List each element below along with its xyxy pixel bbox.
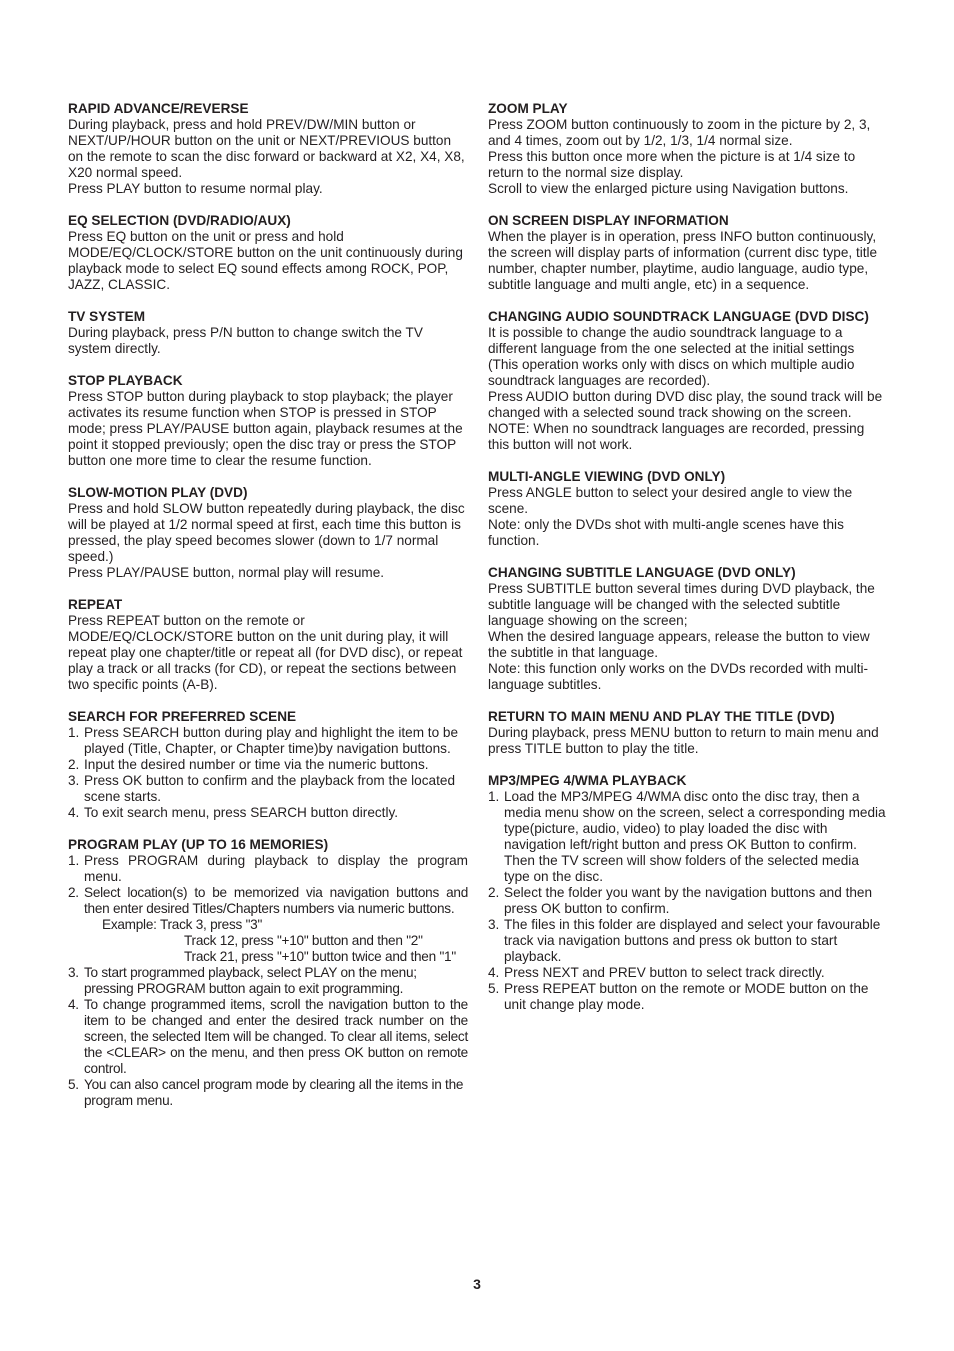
heading-zoom-play: ZOOM PLAY [488, 101, 568, 116]
list-text: Press OK button to confirm and the playback from the located scene starts. [84, 773, 456, 804]
mp3-steps-list [488, 789, 888, 1013]
section-osd-info [488, 213, 888, 293]
list-number: 5. [68, 1077, 79, 1092]
list-number: 2. [68, 885, 79, 900]
list-number: 4. [68, 997, 79, 1012]
program-example [84, 917, 468, 965]
list-number: 4. [488, 965, 500, 980]
list-item [68, 757, 468, 773]
list-item [68, 805, 468, 821]
heading-osd-info: ON SCREEN DISPLAY INFORMATION [488, 213, 729, 228]
heading-tv-system: TV SYSTEM [68, 309, 146, 324]
heading-audio-language: CHANGING AUDIO SOUNDTRACK LANGUAGE (DVD DISC) [488, 309, 869, 324]
list-number: 3. [488, 917, 500, 932]
list-text: You can also cancel program mode by clearing all the items in the program menu. [84, 1077, 464, 1108]
heading-repeat: REPEAT [68, 597, 123, 612]
list-number: 4. [68, 805, 80, 820]
list-item [68, 773, 468, 805]
list-item [488, 965, 888, 981]
page-number: 3 [473, 1276, 481, 1292]
list-text: Load the MP3/MPEG 4/WMA disc onto the disc tray, then a media menu show on the screen, select a corresponding media type(picture, audio, video) to play loaded the disc with navigation left/right button and press OK Button to confirm. Then the TV screen will show folders of the selected media type on the disc. [504, 789, 886, 884]
list-text: Press NEXT and PREV button to select track directly. [504, 965, 825, 980]
section-rapid-advance [68, 101, 468, 197]
list-item [68, 725, 468, 757]
list-item [488, 789, 888, 885]
paragraph: When the player is in operation, press INFO button continuously, the screen will display parts of information (current disc type, title number, chapter number, playtime, audio language, audio type, subtitle language and multi angle, etc) in a sequence. [488, 229, 878, 292]
example-line: Track 21, press "+10" button twice and then "1" [184, 949, 456, 964]
heading-search-scene: SEARCH FOR PREFERRED SCENE [68, 709, 297, 724]
paragraph: During playback, press MENU button to return to main menu and press TITLE button to play the title. [488, 725, 879, 756]
section-search-scene [68, 709, 468, 821]
paragraph: Press ZOOM button continuously to zoom in the picture by 2, 3, and 4 times, zoom out by 1/2, 1/3, 1/4 normal size. [488, 117, 871, 148]
list-text: To change programmed items, scroll the navigation button to the item to be changed and enter the desired track number on the screen, the selected Item will be changed. To clear all items, select the <CLEAR> on the menu, and then press OK button on remote control. [84, 997, 468, 1076]
list-text: Press SEARCH button during play and highlight the item to be played (Title, Chapter, or Chapter time)by navigation buttons. [84, 725, 459, 756]
list-number: 1. [488, 789, 500, 804]
list-item [68, 997, 468, 1077]
example-line: Example: Track 3, press "3" [102, 917, 263, 932]
list-text: To start programmed playback, select PLAY on the menu; pressing PROGRAM button again to exit programming. [84, 965, 417, 996]
section-repeat [68, 597, 468, 693]
heading-multi-angle: MULTI-ANGLE VIEWING (DVD ONLY) [488, 469, 726, 484]
list-item [68, 1077, 468, 1109]
section-slow-motion [68, 485, 468, 581]
paragraph: Scroll to view the enlarged picture using Navigation buttons. [488, 181, 849, 196]
paragraph: When the desired language appears, release the button to view the subtitle in that language. [488, 629, 870, 660]
list-number: 2. [488, 885, 500, 900]
list-item [488, 885, 888, 917]
search-steps-list [68, 725, 468, 821]
list-text: Select location(s) to be memorized via navigation buttons and then enter desired Titles/Chapters numbers via numeric buttons. [84, 885, 468, 916]
section-subtitle-language [488, 565, 888, 693]
list-item [68, 965, 468, 997]
paragraph: Press EQ button on the unit or press and hold MODE/EQ/CLOCK/STORE button on the unit continuously during playback mode to select EQ sound effects among ROCK, POP, JAZZ, CLASSIC. [68, 229, 463, 292]
section-program-play [68, 837, 468, 1109]
list-text: Press PROGRAM during playback to display the program menu. [84, 853, 468, 884]
section-audio-language [488, 309, 888, 453]
list-item [68, 853, 468, 885]
program-steps-list [68, 853, 468, 1109]
heading-main-menu: RETURN TO MAIN MENU AND PLAY THE TITLE (DVD) [488, 709, 835, 724]
paragraph: Press PLAY/PAUSE button, normal play will resume. [68, 565, 385, 580]
paragraph: Note: this function only works on the DVDs recorded with multi-language subtitles. [488, 661, 869, 692]
left-column [68, 101, 468, 1125]
section-mp3-playback [488, 773, 888, 1013]
paragraph: Press AUDIO button during DVD disc play, the sound track will be changed with a selected sound track showing on the screen. [488, 389, 883, 420]
heading-eq-selection: EQ SELECTION (DVD/RADIO/AUX) [68, 213, 291, 228]
paragraph: Press and hold SLOW button repeatedly during playback, the disc will be played at 1/2 normal speed at first, each time this button is pressed, the play speed becomes slower (down to 1/7 normal speed.) [68, 501, 465, 564]
paragraph: Press PLAY button to resume normal play. [68, 181, 323, 196]
paragraph: It is possible to change the audio soundtrack language to a different language from the one selected at the initial settings (This operation works only with discs on which multiple audio soundtrack languages are recorded). [488, 325, 855, 388]
section-main-menu [488, 709, 888, 757]
paragraph: During playback, press and hold PREV/DW/MIN button or NEXT/UP/HOUR button on the unit or NEXT/PREVIOUS button on the remote to scan the disc forward or backward at X2, X4, X8, X20 normal speed. [68, 117, 465, 180]
list-number: 5. [488, 981, 500, 996]
list-number: 3. [68, 965, 79, 980]
paragraph: Press STOP button during playback to stop playback; the player activates its resume function when STOP is pressed in STOP mode; press PLAY/PAUSE button again, playback resumes at the point it stopped previously; open the disc tray or press the STOP button one more time to clear the resume function. [68, 389, 463, 468]
list-item [488, 981, 888, 1013]
paragraph: Press REPEAT button on the remote or MODE/EQ/CLOCK/STORE button on the unit during play, it will repeat play one chapter/title or repeat all (for DVD disc), or repeat play a track or all tracks (for CD), or repeat the sections between two specific points (A-B). [68, 613, 463, 692]
section-multi-angle [488, 469, 888, 549]
heading-stop-playback: STOP PLAYBACK [68, 373, 183, 388]
paragraph: Note: only the DVDs shot with multi-angle scenes have this function. [488, 517, 844, 548]
paragraph: Press SUBTITLE button several times during DVD playback, the subtitle language will be changed with the selected subtitle language showing on the screen; [488, 581, 875, 628]
section-eq-selection [68, 213, 468, 293]
example-line: Track 12, press "+10" button and then "2" [184, 933, 423, 948]
list-number: 1. [68, 853, 80, 868]
heading-program-play: PROGRAM PLAY (UP TO 16 MEMORIES) [68, 837, 329, 852]
paragraph: Press this button once more when the picture is at 1/4 size to return to the normal size display. [488, 149, 856, 180]
list-item [68, 885, 468, 965]
paragraph: NOTE: When no soundtrack languages are recorded, pressing this button will not work. [488, 421, 865, 452]
heading-slow-motion: SLOW-MOTION PLAY (DVD) [68, 485, 248, 500]
list-text: The files in this folder are displayed and select your favourable track via navigation buttons and press ok button to start playback. [504, 917, 881, 964]
list-text: Select the folder you want by the navigation buttons and then press OK button to confirm. [504, 885, 873, 916]
paragraph: During playback, press P/N button to change switch the TV system directly. [68, 325, 423, 356]
right-column [488, 101, 888, 1029]
section-zoom-play [488, 101, 888, 197]
section-tv-system [68, 309, 468, 357]
heading-subtitle-language: CHANGING SUBTITLE LANGUAGE (DVD ONLY) [488, 565, 796, 580]
list-number: 3. [68, 773, 80, 788]
list-number: 1. [68, 725, 80, 740]
heading-rapid-advance: RAPID ADVANCE/REVERSE [68, 101, 249, 116]
heading-mp3-playback: MP3/MPEG 4/WMA PLAYBACK [488, 773, 687, 788]
section-stop-playback [68, 373, 468, 469]
list-number: 2. [68, 757, 80, 772]
list-text: Press REPEAT button on the remote or MODE button on the unit change play mode. [504, 981, 869, 1012]
list-item [488, 917, 888, 965]
paragraph: Press ANGLE button to select your desired angle to view the scene. [488, 485, 853, 516]
list-text: To exit search menu, press SEARCH button directly. [84, 805, 399, 820]
list-text: Input the desired number or time via the numeric buttons. [84, 757, 429, 772]
